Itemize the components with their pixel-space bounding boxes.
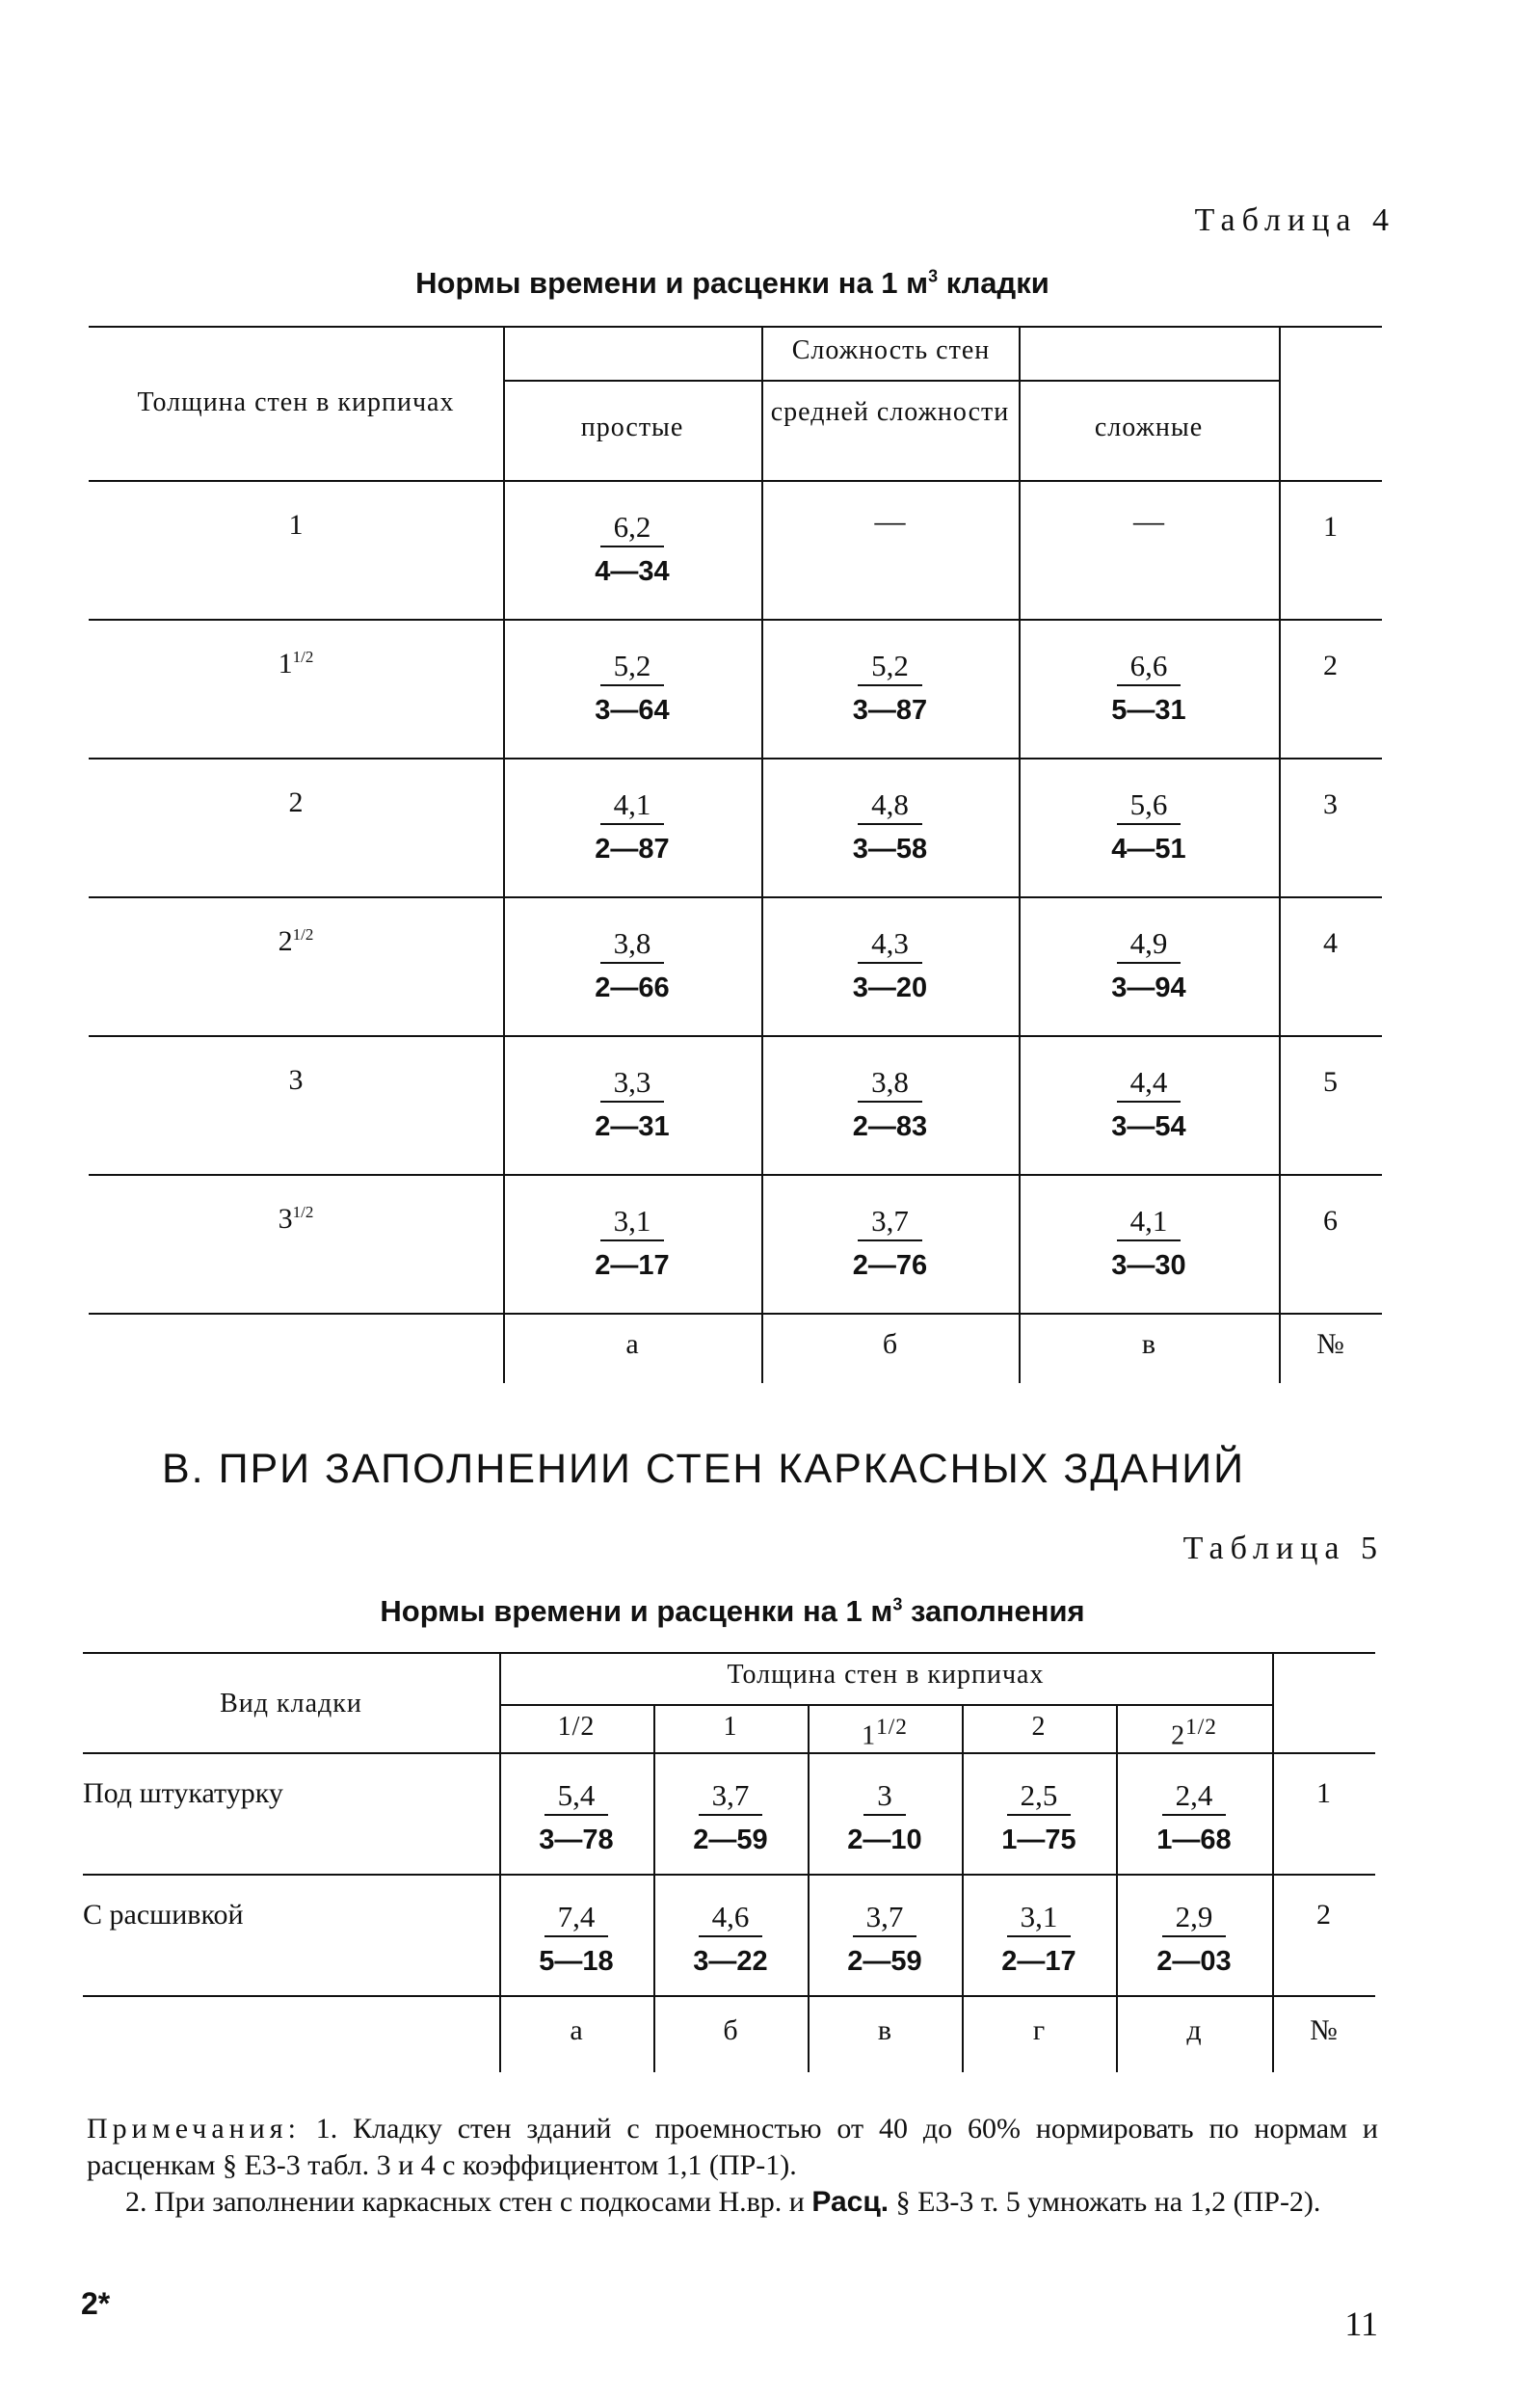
table4-row-number: 4 [1323,927,1338,959]
table4-value [784,1203,996,1284]
table4-value [1043,1203,1255,1284]
table5-row-number: 1 [1316,1777,1331,1809]
frac-top: 3,7 [699,1777,763,1816]
label-main: 3 [278,1203,293,1235]
note-2-bold: Расц. [811,2186,889,2218]
note-1-text: 1. Кладку стен зданий с проемностью от 40 до 60% нормировать по нормам и расценкам § Е3-3 табл. 3 и 4 с коэффициентом 1,1 (ПР-1). [87,2113,1378,2181]
table4-row-number: 3 [1323,788,1338,820]
table5-subheader [808,1712,962,1751]
frac-bottom: 1—75 [1001,1825,1076,1855]
table5-value [808,1899,962,1980]
table4-value [1043,648,1255,729]
table4-footer-label: в [1141,1328,1156,1360]
table5-row-label: С расшивкой [83,1899,244,1931]
table5-footer-label: № [1310,2014,1338,2046]
table5-value [653,1777,808,1858]
frac-bottom: 4—51 [1111,834,1186,865]
table4-row-rule [89,896,1382,898]
table5-value [653,1899,808,1980]
table4-row-rule [89,619,1382,621]
table5-title: Нормы времени и расценки на 1 $м^3$ заполнения [380,1594,1085,1628]
frac-top: 3,7 [858,1203,922,1241]
frac-top: 3 [863,1777,906,1816]
table4-value [784,1064,996,1145]
table5-row-number: 2 [1316,1899,1331,1931]
table4-row-label [89,786,503,819]
page-number: 11 [1344,2305,1378,2343]
section-title: В. ПРИ ЗАПОЛНЕНИИ СТЕН КАРКАСНЫХ ЗДАНИЙ [162,1446,1246,1492]
table5-value [962,1777,1116,1858]
frac-bottom: 1—68 [1156,1825,1232,1855]
table4-value [1043,925,1255,1006]
table4-col-rule [761,326,763,1383]
table4-row-label [89,1203,503,1236]
frac-top: 4,8 [858,786,922,825]
table4-row-rule [89,1313,1382,1315]
table4-value [526,925,738,1006]
label-main: 1 [288,509,304,541]
frac-top: 2,5 [1007,1777,1072,1816]
table4-row-rule [89,1035,1382,1037]
frac-top: 5,4 [544,1777,609,1816]
label-main: 1 [862,1720,877,1751]
frac-top: 3,1 [600,1203,665,1241]
table4-col-rule [1019,326,1021,1383]
table5-value [1117,1777,1271,1858]
table5-footer-label: г [1032,2014,1046,2046]
table5-value [499,1899,653,1980]
table4-value [526,509,738,590]
notes [87,2111,1378,2221]
table4-header-complexity: Сложность стен [791,335,991,365]
table5-label: Таблица 5 [1182,1531,1384,1566]
table4-title: Нормы времени и расценки на 1 $м^3$ кладки [415,266,1049,300]
note-2-text-a: 2. При заполнении каркасных стен с подкосами Н.вр. и [125,2186,812,2218]
frac-bottom: 2—17 [1001,1946,1076,1977]
table5-col-rule [1272,1652,1274,2072]
note-1 [87,2111,1378,2184]
table4-header-rule [89,480,1382,482]
frac-bottom: 2—31 [595,1111,670,1142]
table4-value [784,786,996,867]
frac-bottom: 3—78 [539,1825,614,1855]
table4-row-label [89,925,503,958]
table5-row-rule [83,1874,1375,1876]
table5-row-label: Под штукатурку [83,1777,283,1809]
table4-dash: — [1133,503,1164,538]
table4-value [1043,786,1255,867]
frac-bottom: 3—22 [693,1946,768,1977]
table5-footer-label: д [1186,2014,1202,2046]
table4-footer-label: № [1316,1328,1344,1360]
table5-group-rule [499,1704,1272,1706]
label-main: 1/2 [557,1712,596,1742]
table4-col-rule [503,326,505,1383]
table4-footer-label: а [625,1328,639,1360]
frac-top: 4,6 [699,1899,763,1937]
frac-top: 4,1 [1117,1203,1182,1241]
table5-top-rule [83,1652,1375,1654]
frac-top: 6,2 [600,509,665,547]
table4-subheader-complex: сложные [1094,413,1204,442]
frac-bottom: 2—03 [1156,1946,1232,1977]
frac-top: 3,8 [858,1064,922,1103]
frac-top: 2,9 [1162,1899,1227,1937]
notes-heading: Примечания: [87,2113,301,2145]
table5-footer-label: в [877,2014,892,2046]
table4-header-thickness: Толщина стен в кирпичах [137,387,455,417]
table5-row-rule [83,1995,1375,1997]
frac-top: 6,6 [1117,648,1182,686]
table5-header-kind: Вид кладки [220,1689,362,1719]
table4-row-number: 2 [1323,650,1338,681]
frac-top: 4,3 [858,925,922,964]
frac-top: 4,4 [1117,1064,1182,1103]
label-main: 1 [723,1712,738,1742]
table4-group-rule [503,380,1279,382]
label-main: 2 [1031,1712,1047,1742]
table5-value [962,1899,1116,1980]
frac-bottom: 3—20 [852,973,928,1003]
note-2-text-b: § Е3-3 т. 5 умножать на 1,2 (ПР-2). [889,2186,1321,2218]
frac-bottom: 3—58 [852,834,928,865]
table4-value [526,648,738,729]
frac-bottom: 3—30 [1111,1250,1186,1281]
frac-top: 7,4 [544,1899,609,1937]
table4-row-number: 6 [1323,1205,1338,1237]
frac-bottom: 2—87 [595,834,670,865]
frac-bottom: 2—76 [852,1250,928,1281]
table4-value [784,648,996,729]
frac-top: 4,1 [600,786,665,825]
frac-top: 3,1 [1007,1899,1072,1937]
frac-top: 3,7 [853,1899,917,1937]
frac-bottom: 3—64 [595,695,670,726]
table5-footer-label: б [723,2014,738,2046]
table4-subheader-medium: средней сложности [770,397,1010,427]
frac-bottom: 2—59 [693,1825,768,1855]
frac-bottom: 2—17 [595,1250,670,1281]
frac-top: 5,6 [1117,786,1182,825]
frac-bottom: 3—54 [1111,1111,1186,1142]
note-2 [87,2184,1378,2221]
label-main: 3 [288,1064,304,1096]
label-sup: 1/2 [292,1203,314,1221]
frac-bottom: 5—18 [539,1946,614,1977]
frac-bottom: 2—10 [847,1825,922,1855]
table5-subheader [653,1712,808,1743]
table4-subheader-simple: простые [580,413,684,442]
table5-header-rule [83,1752,1375,1754]
label-main: 2 [1171,1720,1186,1751]
table4-row-rule [89,1174,1382,1176]
frac-bottom: 2—66 [595,973,670,1003]
label-main: 2 [288,786,304,818]
table4-value [1043,1064,1255,1145]
frac-top: 2,4 [1162,1777,1227,1816]
table4-label: Таблица 4 [1194,202,1395,238]
table4-value [526,1203,738,1284]
table5-subheader [1116,1712,1272,1751]
frac-top: 5,2 [858,648,922,686]
footer-left: 2* [81,2286,111,2321]
label-sup: 1/2 [292,648,314,666]
table5-subheader [499,1712,653,1743]
table4-row-rule [89,758,1382,759]
frac-top: 3,8 [600,925,665,964]
table5-value [808,1777,962,1858]
table4-row-label [89,509,503,542]
table4-value [526,786,738,867]
table5-value [499,1777,653,1858]
frac-top: 5,2 [600,648,665,686]
table4-row-label [89,648,503,680]
table5-footer-label: а [570,2014,583,2046]
frac-bottom: 3—94 [1111,973,1186,1003]
table4-dash: — [874,503,906,538]
label-main: 2 [278,925,293,957]
label-main: 1 [278,648,293,679]
table4-value [526,1064,738,1145]
frac-bottom: 4—34 [595,556,670,587]
table4-row-label [89,1064,503,1097]
label-sup: 1/2 [1185,1715,1217,1740]
label-sup: 1/2 [292,925,314,944]
table4-row-number: 1 [1323,511,1338,543]
table4-row-number: 5 [1323,1066,1338,1098]
frac-top: 3,3 [600,1064,665,1103]
table5-header-thickness: Толщина стен в кирпичах [727,1660,1045,1690]
table4-footer-label: б [882,1328,898,1360]
frac-bottom: 2—83 [852,1111,928,1142]
frac-bottom: 5—31 [1111,695,1186,726]
table4-top-rule [89,326,1382,328]
table5-value [1117,1899,1271,1980]
table4-value [784,925,996,1006]
label-sup: 1/2 [876,1715,908,1740]
frac-bottom: 2—59 [847,1946,922,1977]
table5-subheader [962,1712,1116,1743]
frac-bottom: 3—87 [852,695,928,726]
frac-top: 4,9 [1117,925,1182,964]
